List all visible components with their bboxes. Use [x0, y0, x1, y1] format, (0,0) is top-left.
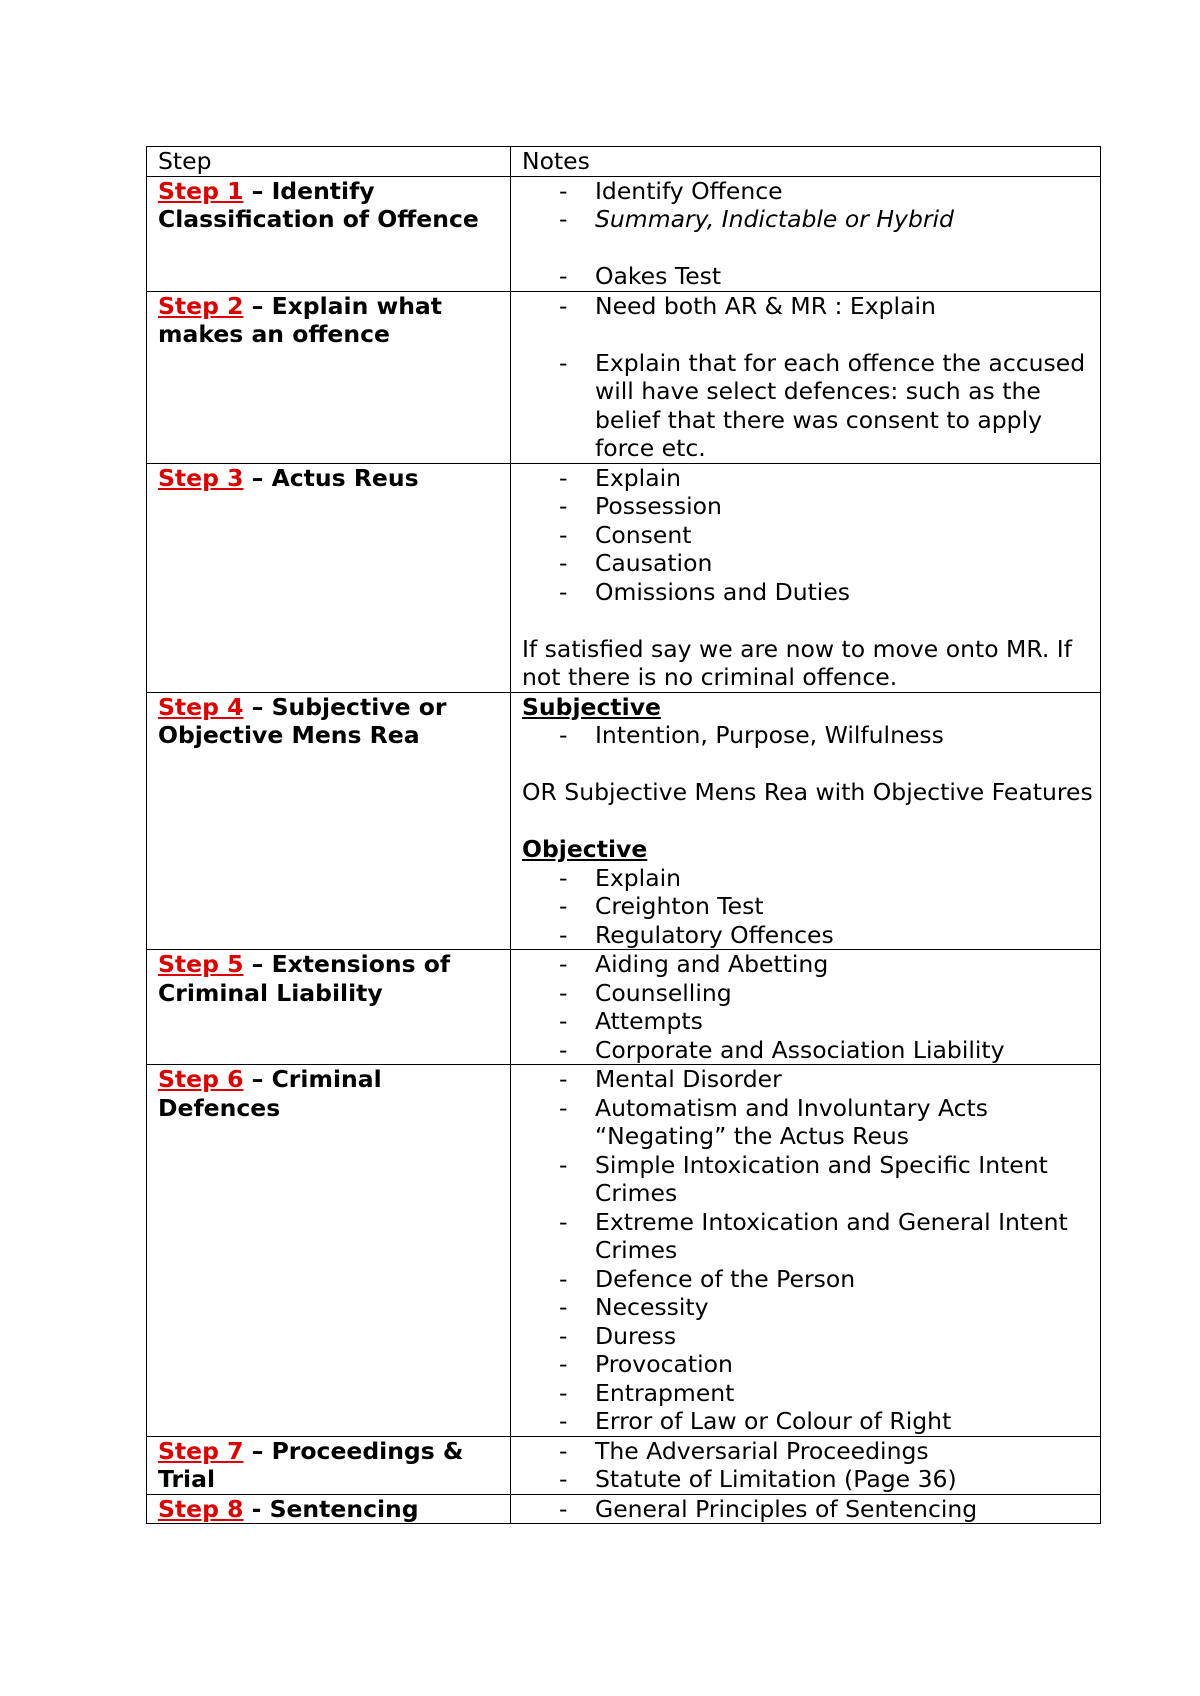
list-item-text: Attempts [595, 1007, 703, 1035]
list-item-text: Necessity [595, 1293, 709, 1321]
notes-cell [511, 692, 1101, 950]
step-label [158, 177, 479, 234]
list-item-text: Duress [595, 1321, 677, 1350]
notes-list [522, 864, 1094, 950]
notes-cell [511, 463, 1101, 692]
step-number: Step 8 [158, 1494, 244, 1523]
notes-list [522, 349, 1094, 463]
list-item [522, 1350, 1094, 1379]
notes-cell [511, 1436, 1101, 1494]
list-item [522, 1379, 1094, 1408]
notes-list [522, 292, 1094, 321]
notes-list [522, 1437, 1094, 1494]
list-item-text: Oakes Test [595, 262, 722, 290]
objective-heading: Objective [522, 835, 648, 863]
list-item-text: Omissions and Duties [595, 577, 851, 606]
notes-list [522, 1495, 1094, 1524]
step-title: – Explain what makes an offence [158, 291, 443, 348]
step-label [158, 1065, 382, 1122]
notes-list [522, 464, 1094, 607]
list-item [522, 864, 1094, 893]
list-item-text: Explain that for each offence the accused will have select defences: such as the belief that there was consent to apply force etc. [595, 348, 1086, 462]
list-item [522, 1151, 1094, 1208]
list-item-text: Creighton Test [595, 892, 764, 920]
header-step: Step [147, 147, 511, 177]
table-header-row [147, 147, 1101, 177]
subjective-heading: Subjective [522, 692, 661, 721]
list-item [522, 979, 1094, 1008]
list-item [522, 1094, 1094, 1151]
notes-cell [511, 950, 1101, 1065]
list-item-text: Provocation [595, 1350, 733, 1378]
step-label [158, 292, 442, 349]
step-number: Step 4 [158, 692, 244, 721]
notes-cell [511, 1494, 1101, 1524]
step-label [158, 693, 446, 750]
list-item-text: General Principles of Sentencing [595, 1494, 978, 1523]
step-number: Step 5 [158, 950, 244, 978]
step-number: Step 7 [158, 1436, 244, 1465]
table-row [147, 950, 1101, 1065]
list-item [522, 721, 1094, 750]
step-number: Step 2 [158, 291, 244, 320]
table-row [147, 1065, 1101, 1437]
list-item-text: Mental Disorder [595, 1065, 782, 1093]
note-paragraph: If satisfied say we are now to move onto MR. If not there is no criminal offence. [522, 634, 1072, 691]
steps-table [146, 146, 1101, 1524]
list-item [522, 177, 1094, 206]
table-row [147, 463, 1101, 692]
list-item-text: Automatism and Involuntary Acts “Negating” the Actus Reus [595, 1093, 989, 1150]
list-item-text: Need both AR & MR : Explain [595, 291, 936, 320]
list-item [522, 892, 1094, 921]
table-row [147, 176, 1101, 291]
notes-cell [511, 1065, 1101, 1437]
header-notes: Notes [511, 147, 1101, 177]
step-number: Step 6 [158, 1065, 244, 1093]
list-item [522, 1322, 1094, 1351]
list-item [522, 578, 1094, 607]
list-item-text: Identify Offence [595, 176, 783, 205]
list-item-text: Causation [595, 549, 713, 577]
table-row [147, 291, 1101, 463]
list-item-text: Aiding and Abetting [595, 950, 829, 978]
list-item-text: Defence of the Person [595, 1264, 856, 1293]
step-cell [147, 1436, 511, 1494]
list-item [522, 1065, 1094, 1094]
list-item [522, 349, 1094, 463]
step-title: - Sentencing [243, 1494, 419, 1523]
list-item-text: Entrapment [595, 1378, 735, 1407]
step-cell [147, 692, 511, 950]
step-title: – Subjective or Objective Mens Rea [158, 692, 447, 749]
list-item-text: Error of Law or Colour of Right [595, 1407, 952, 1435]
notes-list [522, 262, 1094, 291]
list-item [522, 1208, 1094, 1265]
step-cell [147, 1065, 511, 1437]
table-row [147, 1436, 1101, 1494]
step-number: Step 3 [158, 463, 244, 492]
list-item-text: Counselling [595, 978, 732, 1007]
list-item-text: The Adversarial Proceedings [595, 1436, 929, 1465]
step-cell [147, 1494, 511, 1524]
step-title: – Proceedings & Trial [158, 1436, 464, 1493]
list-item [522, 521, 1094, 550]
list-item-text: Simple Intoxication and Specific Intent Crimes [595, 1150, 1048, 1207]
step-title: – Identify Classification of Offence [158, 176, 479, 233]
step-cell [147, 463, 511, 692]
step-label [158, 464, 419, 492]
list-item [522, 1465, 1094, 1494]
list-item [522, 464, 1094, 493]
list-item [522, 1437, 1094, 1466]
table-row [147, 692, 1101, 950]
step-label [158, 1437, 463, 1494]
step-title: – Extensions of Criminal Liability [158, 950, 451, 1007]
step-title: – Criminal Defences [158, 1065, 382, 1122]
notes-list [522, 177, 1094, 234]
list-item [522, 205, 1094, 234]
step-label [158, 1495, 419, 1523]
list-item-text: Regulatory Offences [595, 920, 834, 949]
list-item [522, 1036, 1094, 1065]
list-item [522, 921, 1094, 950]
list-item-text: Consent [595, 520, 692, 549]
list-item-text: Possession [595, 492, 722, 520]
list-item [522, 950, 1094, 979]
step-cell [147, 176, 511, 291]
notes-list [522, 1065, 1094, 1436]
list-item-text: Explain [595, 863, 682, 892]
step-label [158, 950, 450, 1007]
list-item [522, 1007, 1094, 1036]
table-row [147, 1494, 1101, 1524]
step-cell [147, 950, 511, 1065]
list-item [522, 262, 1094, 291]
list-item [522, 549, 1094, 578]
notes-list [522, 721, 1094, 750]
list-item [522, 1293, 1094, 1322]
note-paragraph: OR Subjective Mens Rea with Objective Features [522, 778, 1093, 806]
list-item [522, 292, 1094, 321]
list-item-text: Extreme Intoxication and General Intent Crimes [595, 1207, 1068, 1264]
notes-cell [511, 176, 1101, 291]
list-item-text: Statute of Limitation (Page 36) [595, 1465, 957, 1493]
list-item [522, 492, 1094, 521]
step-number: Step 1 [158, 176, 244, 205]
notes-list [522, 950, 1094, 1064]
list-item-text: Intention, Purpose, Wilfulness [595, 721, 944, 749]
list-item [522, 1495, 1094, 1524]
notes-cell [511, 291, 1101, 463]
list-item-text: Summary, Indictable or Hybrid [595, 205, 954, 233]
list-item-text: Explain [595, 463, 682, 492]
list-item [522, 1265, 1094, 1294]
list-item [522, 1407, 1094, 1436]
list-item-text: Corporate and Association Liability [595, 1035, 1005, 1064]
step-cell [147, 291, 511, 463]
step-title: – Actus Reus [243, 463, 419, 492]
